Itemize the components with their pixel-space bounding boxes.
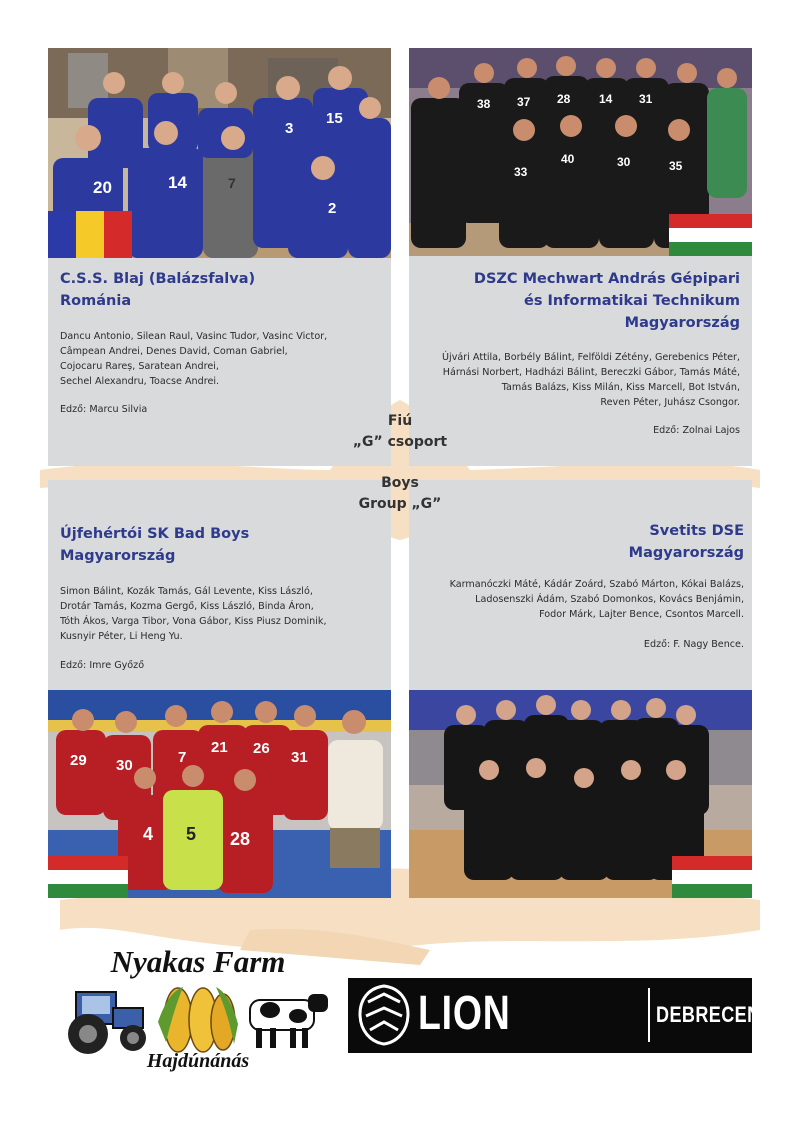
team3-jersey-number-9: 28 bbox=[230, 829, 251, 849]
team3-players-line: Tóth Ákos, Varga Tibor, Vona Gábor, Kiss Piusz Dominik, bbox=[60, 616, 327, 627]
group-label-en bbox=[340, 473, 460, 515]
team4-coach: Edző: F. Nagy Bence. bbox=[643, 639, 744, 650]
cow-icon bbox=[250, 994, 328, 1048]
team2-coach: Edző: Zolnai Lajos bbox=[653, 425, 740, 436]
nyakas-farm-town: Hajdúnánás bbox=[146, 1050, 250, 1072]
hungary-flag-icon bbox=[48, 856, 128, 898]
team2-jersey-number-5: 31 bbox=[639, 92, 653, 106]
team4-country: Magyarország bbox=[628, 545, 744, 561]
corn-icon bbox=[158, 987, 238, 1052]
team4-photo bbox=[409, 690, 752, 898]
hungary-flag-icon bbox=[669, 214, 752, 256]
team1-players-line: Sechel Alexandru, Toacse Andrei. bbox=[60, 376, 220, 387]
team2-jersey-number-9: 35 bbox=[669, 159, 683, 173]
team3-jersey-number-6: 31 bbox=[291, 749, 308, 766]
team2-players-line: Újvári Attila, Borbély Bálint, Felföldi Zétény, Gerebenics Péter, bbox=[442, 352, 740, 363]
team3-name: Újfehértói SK Bad Boys bbox=[60, 526, 250, 542]
team4-players-line: Ladosenszki Ádám, Szabó Domonkos, Kovács Benjámin, bbox=[475, 594, 744, 605]
team1-jersey-number-6: 2 bbox=[328, 200, 337, 217]
team2-jersey-number-2: 37 bbox=[517, 95, 531, 109]
team1-jersey-number-1: 20 bbox=[93, 178, 112, 197]
team2-country: Magyarország bbox=[624, 315, 740, 331]
team4-name: Svetits DSE bbox=[649, 523, 744, 539]
team3-jersey-number-5: 26 bbox=[253, 740, 270, 757]
team2-jersey-number-1: 38 bbox=[477, 97, 491, 111]
team2-info-panel bbox=[409, 256, 752, 466]
team1-jersey-number-4: 3 bbox=[285, 120, 294, 137]
team1-coach: Edző: Marcu Silvia bbox=[60, 404, 148, 415]
group-label-line: Boys bbox=[381, 475, 419, 491]
team3-jersey-number-3: 7 bbox=[178, 749, 187, 766]
hungary-flag-icon bbox=[672, 856, 752, 898]
nyakas-farm-logo bbox=[58, 940, 338, 1080]
team1-players-line: Câmpean Andrei, Denes David, Coman Gabriel, bbox=[60, 346, 288, 357]
lion-fitness-logo bbox=[348, 978, 761, 1100]
lion-fitness-divider bbox=[648, 988, 650, 1042]
team3-players-line: Simon Bálint, Kozák Tamás, Gál Levente, Kiss László, bbox=[60, 586, 313, 597]
team3-jersey-number-1: 29 bbox=[70, 752, 87, 769]
team1-jersey-number-5: 15 bbox=[326, 110, 343, 127]
group-label-hu bbox=[340, 411, 460, 453]
romania-flag-icon bbox=[48, 211, 132, 258]
team2-jersey-number-4: 14 bbox=[599, 92, 613, 106]
team1-name: C.S.S. Blaj (Balázsfalva) bbox=[60, 271, 256, 287]
team1-photo bbox=[48, 48, 391, 258]
lion-fitness-name: LION FITNESS bbox=[418, 987, 582, 1100]
team1-jersey-number-3: 7 bbox=[228, 175, 236, 191]
team3-photo bbox=[48, 690, 391, 898]
team3-jersey-number-7: 4 bbox=[143, 824, 154, 844]
team3-coach: Edző: Imre Győző bbox=[60, 660, 145, 671]
team2-players-line: Hárnási Norbert, Hadházi Bálint, Bereczki Gábor, Tamás Máté, bbox=[442, 367, 740, 378]
team1-country: Románia bbox=[60, 293, 132, 309]
team1-jersey-number-2: 14 bbox=[168, 173, 187, 192]
lion-head-icon bbox=[354, 982, 414, 1048]
team3-country: Magyarország bbox=[60, 548, 176, 564]
group-label-line: „G” csoport bbox=[352, 434, 448, 450]
team2-jersey-number-6: 33 bbox=[514, 165, 528, 179]
team2-jersey-number-8: 30 bbox=[617, 155, 631, 169]
team3-jersey-number-8: 5 bbox=[186, 824, 197, 844]
team2-name-line2: és Informatikai Technikum bbox=[524, 293, 740, 309]
team4-players-line: Fodor Márk, Lajter Bence, Csontos Marcell. bbox=[539, 609, 744, 620]
group-label-line: Fiú bbox=[387, 413, 413, 429]
team2-jersey-number-7: 40 bbox=[561, 152, 575, 166]
team1-players-line: Dancu Antonio, Silean Raul, Vasinc Tudor, Vasinc Victor, bbox=[60, 331, 328, 342]
team3-players-line: Kusnyir Péter, Li Heng Yu. bbox=[60, 631, 183, 642]
group-label-line: Group „G” bbox=[358, 496, 442, 512]
nyakas-farm-title: Nyakas Farm bbox=[110, 944, 286, 979]
team2-photo bbox=[409, 48, 752, 256]
team3-jersey-number-4: 21 bbox=[211, 739, 228, 756]
team2-players-line: Tamás Balázs, Kiss Milán, Kiss Marcell, Bot István, bbox=[501, 382, 740, 393]
team4-info-panel bbox=[409, 480, 752, 690]
lion-fitness-city: DEBRECEN bbox=[656, 1002, 761, 1027]
team2-players-line: Reven Péter, Juhász Csongor. bbox=[600, 397, 740, 408]
team3-players-line: Drotár Tamás, Kozma Gergő, Kiss László, Binda Áron, bbox=[60, 601, 314, 612]
team1-players-line: Cojocaru Rareș, Saratean Andrei, bbox=[60, 361, 219, 372]
tractor-icon bbox=[68, 992, 146, 1054]
team4-players-line: Karmanóczki Máté, Kádár Zoárd, Szabó Márton, Kókai Balázs, bbox=[449, 579, 744, 590]
team2-jersey-number-3: 28 bbox=[557, 92, 571, 106]
team3-jersey-number-2: 30 bbox=[116, 757, 133, 774]
team2-name: DSZC Mechwart András Gépipari bbox=[473, 271, 740, 287]
